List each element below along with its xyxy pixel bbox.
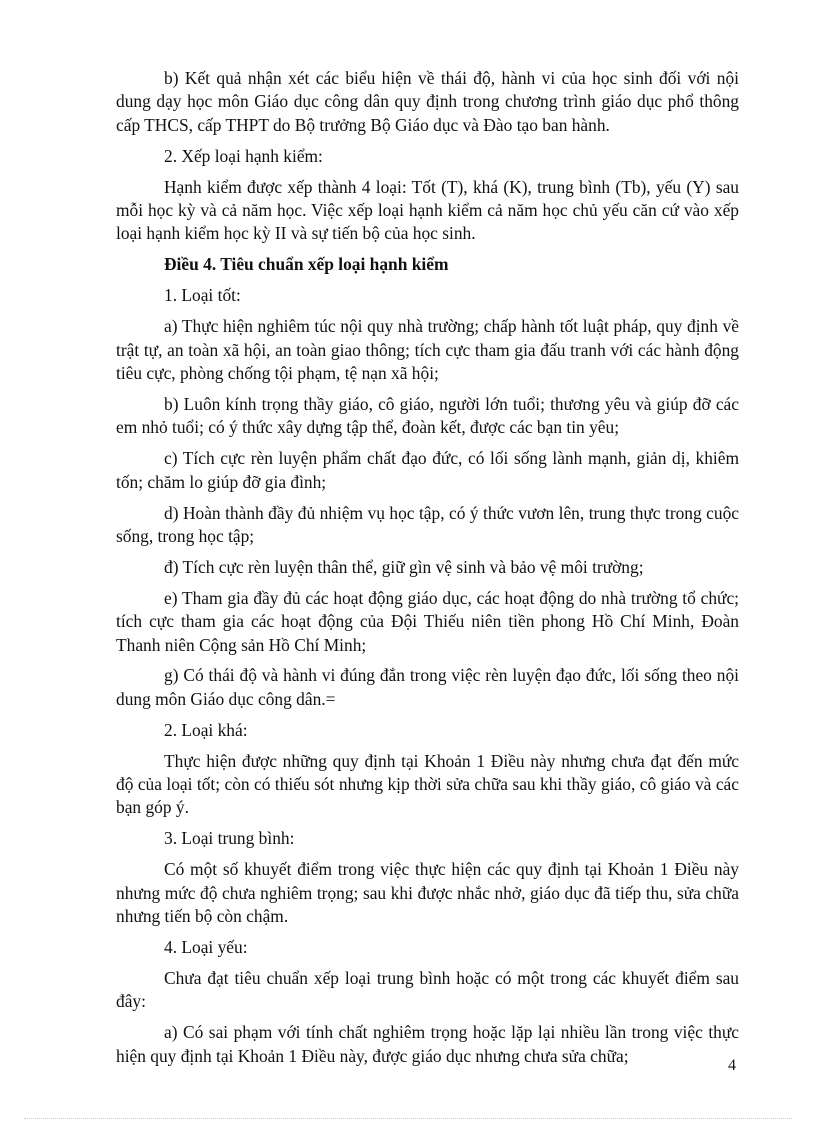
paragraph-weak-description: Chưa đạt tiêu chuẩn xếp loại trung bình hoặc có một trong các khuyết điểm sau đây: [116, 967, 739, 1012]
section-fair-level: 2. Loại khá: [164, 719, 248, 740]
paragraph-fair-description: Thực hiện được những quy định tại Khoản 1 Điều này nhưng chưa đạt đến mức độ của loại tốt; còn có thiếu sót nhưng kịp thời sửa chữa sau khi thầy giáo, cô giáo và các bạn góp ý. [116, 750, 739, 818]
item-good-d: d) Hoàn thành đầy đủ nhiệm vụ học tập, có ý thức vươn lên, trung thực trong cuộc sống, trong học tập; [116, 502, 739, 546]
section-average-level: 3. Loại trung bình: [164, 828, 295, 849]
page-number: 4 [728, 1057, 736, 1074]
item-good-c: c) Tích cực rèn luyện phẩm chất đạo đức, có lối sống lành mạnh, giản dị, khiêm tốn; chăm lo giúp đỡ gia đình; [116, 448, 739, 492]
item-good-b: b) Luôn kính trọng thầy giáo, cô giáo, người lớn tuổi; thương yêu và giúp đỡ các em nhỏ tuổi; có ý thức xây dựng tập thể, đoàn kết, được các bạn tin yêu; [116, 393, 739, 438]
paragraph-conduct-levels: Hạnh kiểm được xếp thành 4 loại: Tốt (T), khá (K), trung bình (Tb), yếu (Y) sau mỗi học kỳ và cả năm học. Việc xếp loại hạnh kiểm cả năm học chủ yếu căn cứ vào xếp loại hạnh kiểm học kỳ II và sự tiến bộ của học sinh. [116, 176, 739, 244]
item-good-g: g) Có thái độ và hành vi đúng đắn trong việc rèn luyện đạo đức, lối sống theo nội dung môn Giáo dục công dân.= [116, 665, 739, 709]
section-conduct-classification: 2. Xếp loại hạnh kiểm: [164, 145, 323, 166]
section-weak-level: 4. Loại yếu: [164, 937, 248, 957]
paragraph-average-description: Có một số khuyết điểm trong việc thực hiện các quy định tại Khoản 1 Điều này nhưng mức độ chưa nghiêm trọng; sau khi được nhắc nhở, giáo dục đã tiếp thu, sửa chữa nhưng tiến bộ còn chậm. [116, 859, 739, 927]
item-good-dd: đ) Tích cực rèn luyện thân thể, giữ gìn vệ sinh và bảo vệ môi trường; [164, 556, 644, 577]
item-good-a: a) Thực hiện nghiêm túc nội quy nhà trường; chấp hành tốt luật pháp, quy định về trật tự, an toàn xã hội, an toàn giao thông; tích cực tham gia đấu tranh với các hành động tiêu cực, phòng chống tội phạm, tệ nạn xã hội; [116, 316, 739, 383]
section-good-level: 1. Loại tốt: [164, 285, 241, 306]
article-4-heading: Điều 4. Tiêu chuẩn xếp loại hạnh kiểm [164, 254, 449, 275]
document-body [116, 67, 739, 1076]
item-good-e: e) Tham gia đầy đủ các hoạt động giáo dục, các hoạt động do nhà trường tổ chức; tích cực tham gia các hoạt động của Đội Thiếu niên tiền phong Hồ Chí Minh, Đoàn Thanh niên Cộng sản Hồ Chí Minh; [116, 587, 739, 655]
page-bottom-border [24, 1118, 792, 1119]
item-weak-a: a) Có sai phạm với tính chất nghiêm trọng hoặc lặp lại nhiều lần trong việc thực hiện quy định tại Khoản 1 Điều này, được giáo dục nhưng chưa sửa chữa; [116, 1022, 739, 1066]
paragraph-3b-behavior-assessment: b) Kết quả nhận xét các biểu hiện về thái độ, hành vi của học sinh đối với nội dung dạy học môn Giáo dục công dân quy định trong chương trình giáo dục phổ thông cấp THCS, cấp THPT do Bộ trưởng Bộ Giáo dục và Đào tạo ban hành. [116, 68, 739, 135]
